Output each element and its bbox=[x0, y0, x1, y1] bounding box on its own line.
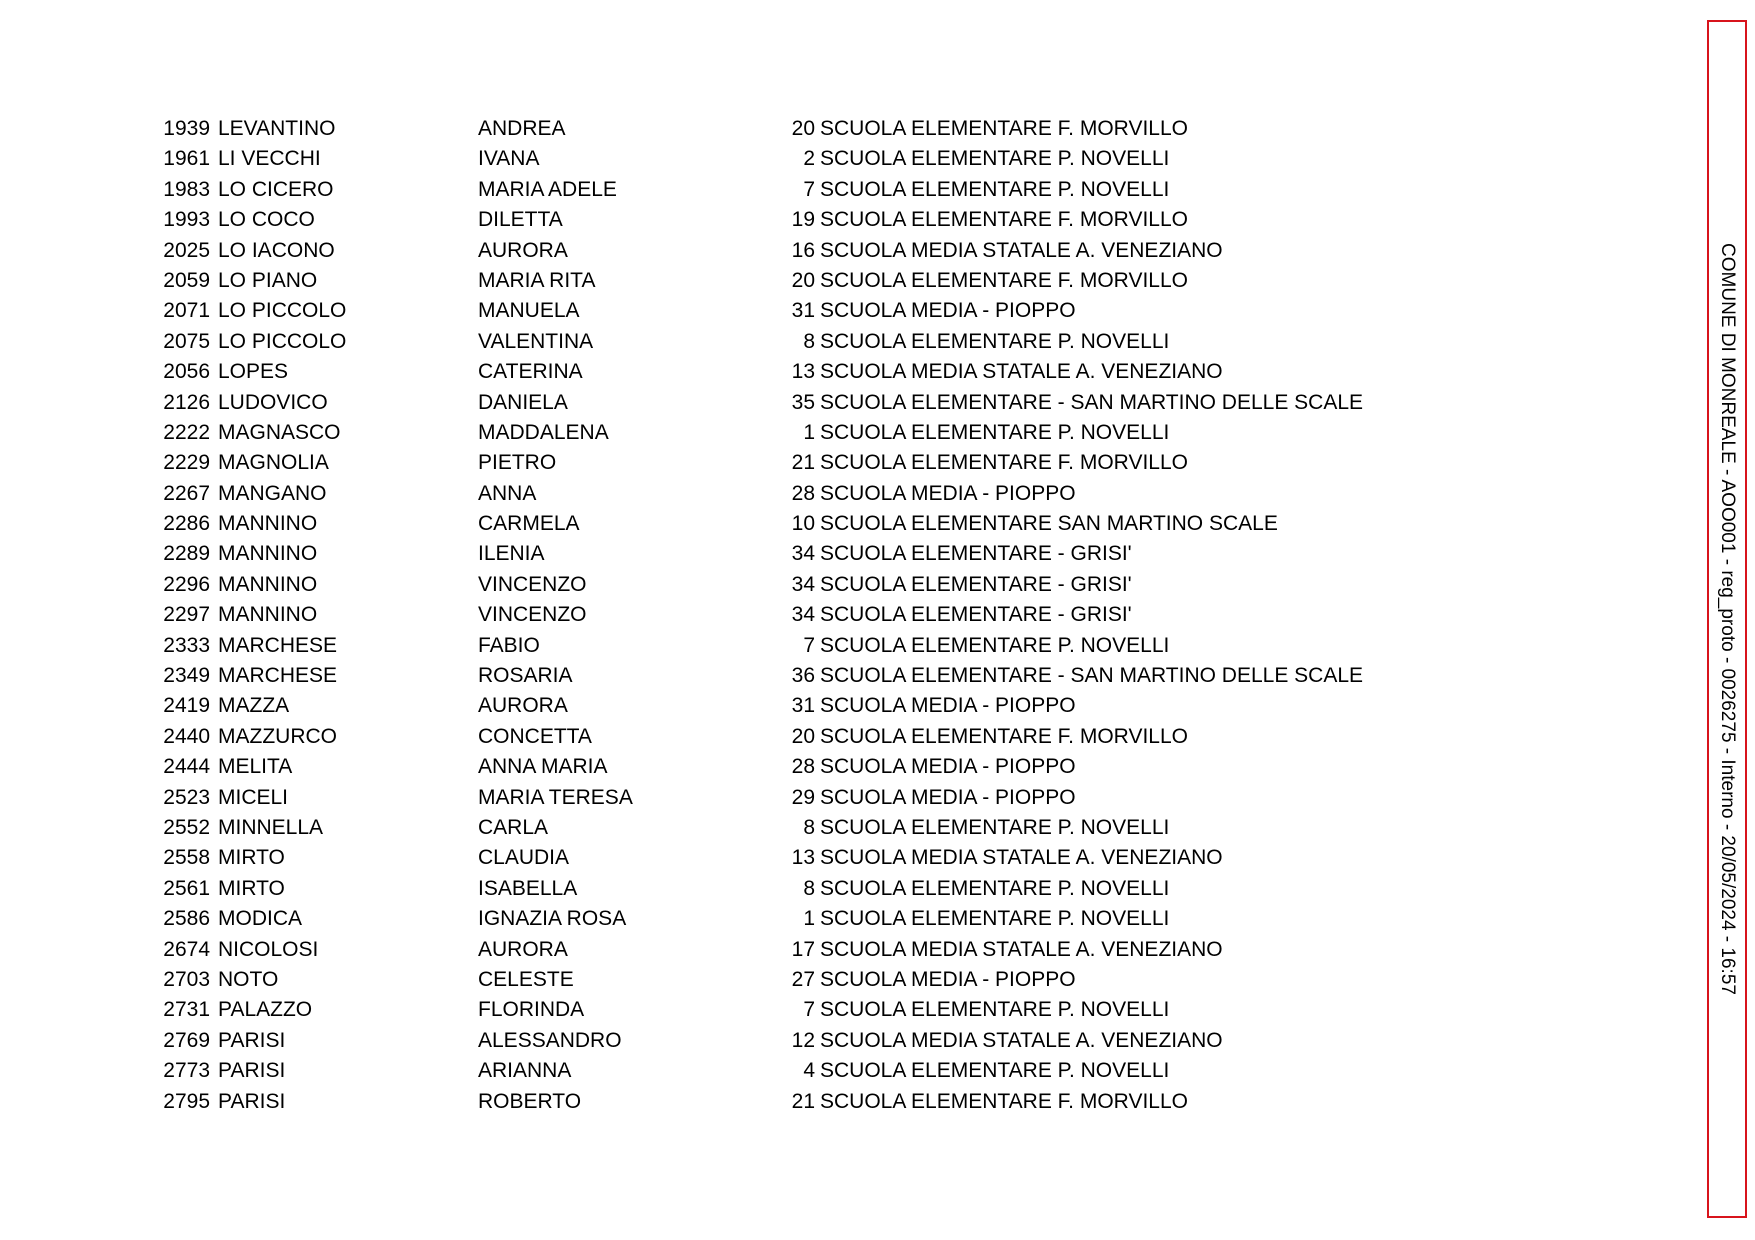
row-school: SCUOLA MEDIA - PIOPPO bbox=[820, 967, 1076, 991]
row-surname: MARCHESE bbox=[218, 664, 338, 688]
row-first-name: VALENTINA bbox=[478, 329, 594, 353]
row-id: 2056 bbox=[163, 360, 210, 384]
row-id: 2731 bbox=[163, 998, 210, 1022]
row-first-name: MANUELA bbox=[478, 299, 580, 323]
row-surname: MICELI bbox=[218, 785, 289, 809]
table-row bbox=[0, 722, 1500, 752]
row-surname: MANGANO bbox=[218, 481, 327, 505]
row-id: 2229 bbox=[163, 451, 210, 475]
row-first-name: DILETTA bbox=[478, 208, 563, 232]
table-row bbox=[0, 509, 1500, 539]
row-surname: PALAZZO bbox=[218, 998, 313, 1022]
table-row bbox=[0, 904, 1500, 934]
row-id: 2444 bbox=[163, 755, 210, 779]
row-id: 2289 bbox=[163, 542, 210, 566]
row-id: 2440 bbox=[163, 724, 210, 748]
row-school: SCUOLA ELEMENTARE F. MORVILLO bbox=[820, 208, 1188, 232]
row-number: 31 bbox=[791, 299, 815, 323]
row-number: 17 bbox=[791, 937, 815, 961]
row-surname: MANNINO bbox=[218, 572, 318, 596]
row-school: SCUOLA ELEMENTARE P. NOVELLI bbox=[820, 177, 1170, 201]
row-school: SCUOLA MEDIA STATALE A. VENEZIANO bbox=[820, 360, 1223, 384]
table-row bbox=[0, 935, 1500, 965]
row-id: 2773 bbox=[163, 1059, 210, 1083]
row-school: SCUOLA MEDIA - PIOPPO bbox=[820, 299, 1076, 323]
row-school: SCUOLA ELEMENTARE SAN MARTINO SCALE bbox=[820, 512, 1278, 536]
row-id: 2222 bbox=[163, 420, 210, 444]
row-first-name: ROBERTO bbox=[478, 1089, 582, 1113]
row-number: 1 bbox=[803, 420, 815, 444]
row-number: 34 bbox=[791, 572, 815, 596]
row-number: 2 bbox=[803, 147, 815, 171]
row-number: 4 bbox=[803, 1059, 815, 1083]
row-school: SCUOLA ELEMENTARE P. NOVELLI bbox=[820, 907, 1170, 931]
row-surname: MARCHESE bbox=[218, 633, 338, 657]
row-surname: LO PICCOLO bbox=[218, 329, 347, 353]
row-surname: MANNINO bbox=[218, 542, 318, 566]
row-school: SCUOLA ELEMENTARE F. MORVILLO bbox=[820, 1089, 1188, 1113]
row-school: SCUOLA ELEMENTARE - GRISI' bbox=[820, 603, 1132, 627]
table-row bbox=[0, 661, 1500, 691]
row-id: 2075 bbox=[163, 329, 210, 353]
table-row bbox=[0, 570, 1500, 600]
row-first-name: FABIO bbox=[478, 633, 540, 657]
row-id: 2674 bbox=[163, 937, 210, 961]
row-surname: PARISI bbox=[218, 1059, 286, 1083]
row-first-name: MARIA ADELE bbox=[478, 177, 617, 201]
row-number: 13 bbox=[791, 360, 815, 384]
row-id: 2769 bbox=[163, 1028, 210, 1052]
row-id: 2267 bbox=[163, 481, 210, 505]
row-number: 31 bbox=[791, 694, 815, 718]
row-id: 2025 bbox=[163, 238, 210, 262]
row-number: 35 bbox=[791, 390, 815, 414]
row-surname: PARISI bbox=[218, 1089, 286, 1113]
row-first-name: ISABELLA bbox=[478, 876, 578, 900]
row-id: 2333 bbox=[163, 633, 210, 657]
row-surname: LI VECCHI bbox=[218, 147, 321, 171]
row-number: 28 bbox=[791, 481, 815, 505]
table-row bbox=[0, 1087, 1500, 1117]
table-row bbox=[0, 479, 1500, 509]
row-school: SCUOLA ELEMENTARE - SAN MARTINO DELLE SCALE bbox=[820, 390, 1364, 414]
row-surname: NICOLOSI bbox=[218, 937, 319, 961]
row-id: 2703 bbox=[163, 967, 210, 991]
row-surname: LUDOVICO bbox=[218, 390, 328, 414]
row-id: 1939 bbox=[163, 117, 210, 140]
table-row bbox=[0, 448, 1500, 478]
row-first-name: FLORINDA bbox=[478, 998, 585, 1022]
row-first-name: AURORA bbox=[478, 694, 568, 718]
table-row bbox=[0, 388, 1500, 418]
row-id: 2561 bbox=[163, 876, 210, 900]
row-school: SCUOLA ELEMENTARE - GRISI' bbox=[820, 542, 1132, 566]
row-id: 2419 bbox=[163, 694, 210, 718]
row-number: 21 bbox=[791, 451, 815, 475]
table-row bbox=[0, 205, 1500, 235]
row-first-name: ANDREA bbox=[478, 117, 566, 140]
table-row bbox=[0, 783, 1500, 813]
row-id: 2795 bbox=[163, 1089, 210, 1113]
row-school: SCUOLA MEDIA - PIOPPO bbox=[820, 694, 1076, 718]
row-school: SCUOLA ELEMENTARE F. MORVILLO bbox=[820, 724, 1188, 748]
row-number: 8 bbox=[803, 815, 815, 839]
table-row bbox=[0, 995, 1500, 1025]
row-id: 1993 bbox=[163, 208, 210, 232]
row-first-name: MARIA RITA bbox=[478, 268, 596, 292]
table-row bbox=[0, 813, 1500, 843]
row-surname: MIRTO bbox=[218, 876, 285, 900]
row-id: 2523 bbox=[163, 785, 210, 809]
row-first-name: ALESSANDRO bbox=[478, 1028, 622, 1052]
row-first-name: CARLA bbox=[478, 815, 549, 839]
row-school: SCUOLA ELEMENTARE P. NOVELLI bbox=[820, 1059, 1170, 1083]
row-first-name: CLAUDIA bbox=[478, 846, 570, 870]
protocol-stamp-text: COMUNE DI MONREALE - AOO001 - reg_proto - 0026275 - Interno - 20/05/2024 - 16:57 bbox=[1717, 243, 1738, 995]
row-school: SCUOLA ELEMENTARE P. NOVELLI bbox=[820, 876, 1170, 900]
table-row bbox=[0, 357, 1500, 387]
row-number: 8 bbox=[803, 876, 815, 900]
row-number: 36 bbox=[791, 664, 815, 688]
table-row bbox=[0, 965, 1500, 995]
row-id: 2059 bbox=[163, 268, 210, 292]
row-number: 20 bbox=[791, 117, 815, 140]
row-number: 28 bbox=[791, 755, 815, 779]
row-id: 2286 bbox=[163, 512, 210, 536]
row-school: SCUOLA MEDIA STATALE A. VENEZIANO bbox=[820, 238, 1223, 262]
row-first-name: ANNA MARIA bbox=[478, 755, 608, 779]
row-number: 12 bbox=[791, 1028, 815, 1052]
row-first-name: CARMELA bbox=[478, 512, 580, 536]
row-number: 34 bbox=[791, 603, 815, 627]
table-row bbox=[0, 691, 1500, 721]
row-surname: LO COCO bbox=[218, 208, 315, 232]
row-first-name: CONCETTA bbox=[478, 724, 592, 748]
row-surname: MAZZA bbox=[218, 694, 290, 718]
row-number: 1 bbox=[803, 907, 815, 931]
row-school: SCUOLA MEDIA - PIOPPO bbox=[820, 481, 1076, 505]
table-row bbox=[0, 539, 1500, 569]
table-row bbox=[0, 327, 1500, 357]
table-row bbox=[0, 114, 1500, 144]
table-row bbox=[0, 600, 1500, 630]
row-school: SCUOLA ELEMENTARE P. NOVELLI bbox=[820, 998, 1170, 1022]
row-surname: MAGNASCO bbox=[218, 420, 341, 444]
row-number: 8 bbox=[803, 329, 815, 353]
table-row bbox=[0, 418, 1500, 448]
row-first-name: ANNA bbox=[478, 481, 537, 505]
row-surname: LOPES bbox=[218, 360, 289, 384]
row-surname: MANNINO bbox=[218, 512, 318, 536]
row-id: 2297 bbox=[163, 603, 210, 627]
row-school: SCUOLA MEDIA - PIOPPO bbox=[820, 755, 1076, 779]
table-row bbox=[0, 874, 1500, 904]
row-first-name: ROSARIA bbox=[478, 664, 573, 688]
row-school: SCUOLA MEDIA STATALE A. VENEZIANO bbox=[820, 937, 1223, 961]
table-row bbox=[0, 631, 1500, 661]
row-surname: MELITA bbox=[218, 755, 293, 779]
row-surname: MANNINO bbox=[218, 603, 318, 627]
row-school: SCUOLA ELEMENTARE - SAN MARTINO DELLE SCALE bbox=[820, 664, 1364, 688]
row-id: 2586 bbox=[163, 907, 210, 931]
row-first-name: IGNAZIA ROSA bbox=[478, 907, 627, 931]
row-school: SCUOLA ELEMENTARE P. NOVELLI bbox=[820, 329, 1170, 353]
row-number: 7 bbox=[803, 177, 815, 201]
row-surname: MINNELLA bbox=[218, 815, 324, 839]
row-first-name: ARIANNA bbox=[478, 1059, 572, 1083]
row-first-name: CELESTE bbox=[478, 967, 574, 991]
table-row bbox=[0, 1026, 1500, 1056]
row-first-name: MADDALENA bbox=[478, 420, 609, 444]
row-surname: MODICA bbox=[218, 907, 302, 931]
row-number: 34 bbox=[791, 542, 815, 566]
row-surname: LEVANTINO bbox=[218, 117, 336, 140]
row-number: 16 bbox=[791, 238, 815, 262]
row-number: 7 bbox=[803, 998, 815, 1022]
row-first-name: MARIA TERESA bbox=[478, 785, 633, 809]
row-id: 2296 bbox=[163, 572, 210, 596]
row-school: SCUOLA ELEMENTARE F. MORVILLO bbox=[820, 117, 1188, 140]
row-school: SCUOLA ELEMENTARE P. NOVELLI bbox=[820, 147, 1170, 171]
row-first-name: DANIELA bbox=[478, 390, 568, 414]
row-surname: MAZZURCO bbox=[218, 724, 337, 748]
row-id: 2071 bbox=[163, 299, 210, 323]
row-school: SCUOLA MEDIA STATALE A. VENEZIANO bbox=[820, 1028, 1223, 1052]
table-row bbox=[0, 752, 1500, 782]
row-surname: LO PICCOLO bbox=[218, 299, 347, 323]
row-id: 2349 bbox=[163, 664, 210, 688]
row-number: 21 bbox=[791, 1089, 815, 1113]
table-row bbox=[0, 1056, 1500, 1086]
row-first-name: IVANA bbox=[478, 147, 540, 171]
row-school: SCUOLA ELEMENTARE F. MORVILLO bbox=[820, 451, 1188, 475]
row-number: 20 bbox=[791, 724, 815, 748]
row-number: 7 bbox=[803, 633, 815, 657]
table-row bbox=[0, 843, 1500, 873]
row-id: 2552 bbox=[163, 815, 210, 839]
table-row bbox=[0, 175, 1500, 205]
row-surname: MAGNOLIA bbox=[218, 451, 329, 475]
row-surname: LO CICERO bbox=[218, 177, 334, 201]
row-number: 10 bbox=[791, 512, 815, 536]
row-first-name: ILENIA bbox=[478, 542, 545, 566]
table-row bbox=[0, 266, 1500, 296]
row-number: 20 bbox=[791, 268, 815, 292]
row-first-name: VINCENZO bbox=[478, 603, 587, 627]
row-school: SCUOLA ELEMENTARE F. MORVILLO bbox=[820, 268, 1188, 292]
row-first-name: AURORA bbox=[478, 238, 568, 262]
row-number: 29 bbox=[791, 785, 815, 809]
row-first-name: VINCENZO bbox=[478, 572, 587, 596]
row-school: SCUOLA ELEMENTARE P. NOVELLI bbox=[820, 633, 1170, 657]
row-number: 27 bbox=[791, 967, 815, 991]
row-first-name: PIETRO bbox=[478, 451, 557, 475]
row-id: 2126 bbox=[163, 390, 210, 414]
row-id: 1961 bbox=[163, 147, 210, 171]
table-row bbox=[0, 236, 1500, 266]
document-table bbox=[0, 114, 1500, 1117]
row-first-name: AURORA bbox=[478, 937, 568, 961]
row-surname: LO PIANO bbox=[218, 268, 318, 292]
row-school: SCUOLA MEDIA - PIOPPO bbox=[820, 785, 1076, 809]
row-school: SCUOLA ELEMENTARE - GRISI' bbox=[820, 572, 1132, 596]
row-school: SCUOLA ELEMENTARE P. NOVELLI bbox=[820, 815, 1170, 839]
row-first-name: CATERINA bbox=[478, 360, 583, 384]
row-school: SCUOLA MEDIA STATALE A. VENEZIANO bbox=[820, 846, 1223, 870]
row-surname: NOTO bbox=[218, 967, 279, 991]
row-surname: PARISI bbox=[218, 1028, 286, 1052]
table-row bbox=[0, 296, 1500, 326]
row-number: 19 bbox=[791, 208, 815, 232]
table-row bbox=[0, 144, 1500, 174]
row-surname: LO IACONO bbox=[218, 238, 335, 262]
row-school: SCUOLA ELEMENTARE P. NOVELLI bbox=[820, 420, 1170, 444]
row-id: 2558 bbox=[163, 846, 210, 870]
row-number: 13 bbox=[791, 846, 815, 870]
row-id: 1983 bbox=[163, 177, 210, 201]
row-surname: MIRTO bbox=[218, 846, 285, 870]
